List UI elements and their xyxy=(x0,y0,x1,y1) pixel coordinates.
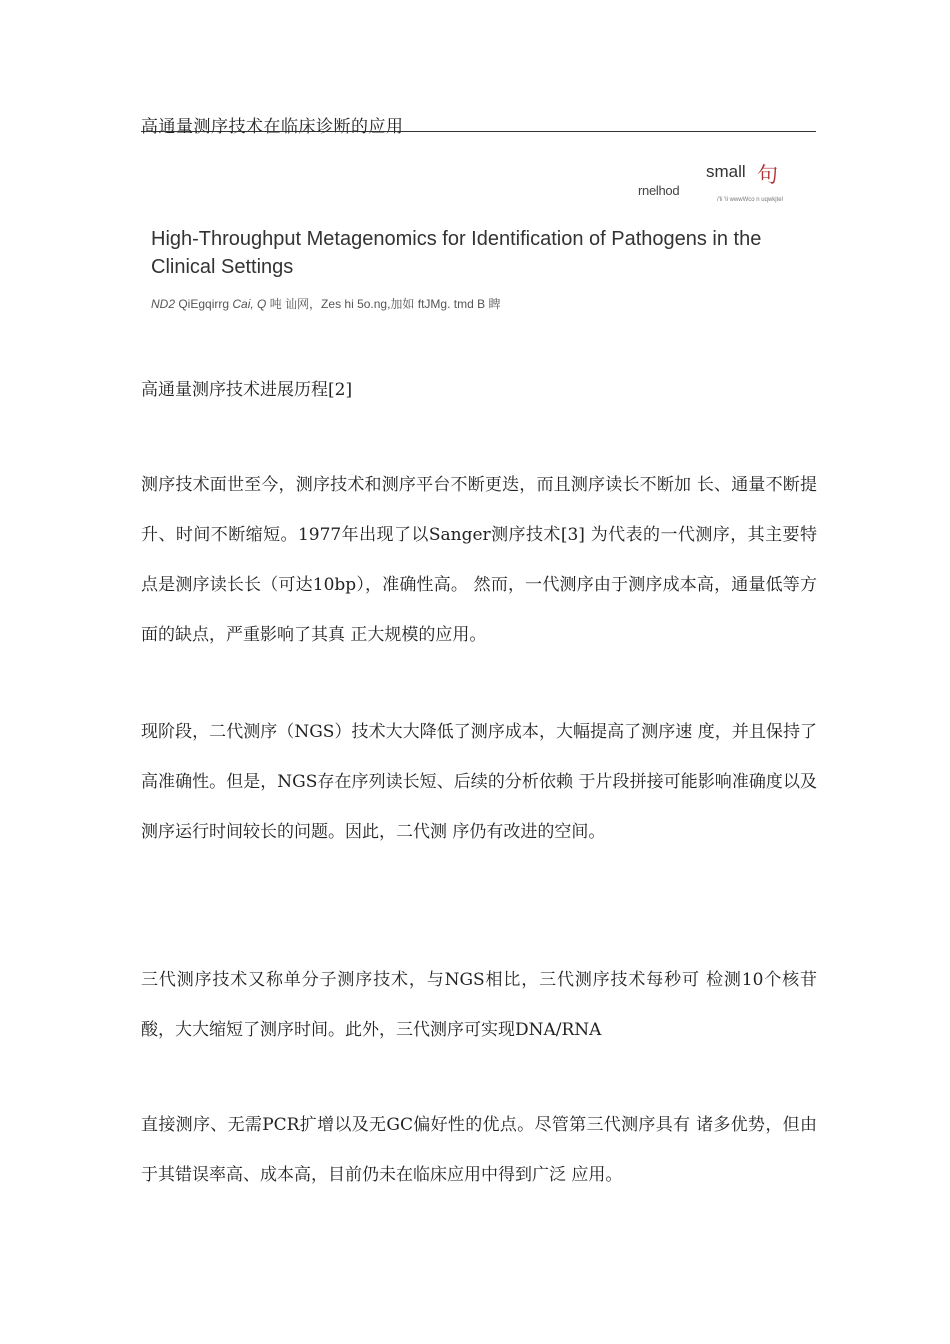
header-divider xyxy=(141,131,816,132)
section-heading: 高通量测序技术进展历程[2] xyxy=(141,380,353,400)
body-paragraph: 测序技术面世至今，测序技术和测序平台不断更迭，而且测序读长不断加 长、通量不断提升、时间不断缩短。1977年出现了以Sanger测序技术[3] 为代表的一代测序，其主要特点是测序读长长（可达10bp），准确性高。 然而，一代测序由于测序成本高，通量低等方面的缺点，严重影响了其真 正大规模的应用。 xyxy=(141,475,817,645)
author-fragment: QiEgqirrg xyxy=(175,297,233,311)
author-fragment: ND2 xyxy=(151,297,176,311)
body-paragraph: 三代测序技术又称单分子测序技术，与NGS相比，三代测序技术每秒可 检测10个核苷酸，大大缩短了测序时间。此外，三代测序可实现DNA/RNA xyxy=(141,970,817,1040)
journal-logo-glyph: 句 xyxy=(757,163,778,187)
paper-title: High-Throughput Metagenomics for Identification of Pathogens in the Clinical Settings xyxy=(151,228,762,278)
journal-logo-method: rnelhod xyxy=(638,183,680,198)
author-fragment: 吨 讪网，Zes hi 5o.ng,加如 ftJMg. tmd B 睥 xyxy=(266,297,501,311)
journal-logo-subtext: /'li 'li wwwWco n uqwkjtel xyxy=(717,197,783,203)
author-fragment: Cai, Q xyxy=(232,297,267,311)
running-header-title: 高通量测序技术在临床诊断的应用 xyxy=(141,117,404,137)
author-list xyxy=(151,295,500,312)
body-paragraph: 直接测序、无需PCR扩增以及无GC偏好性的优点。尽管第三代测序具有 诸多优势，但由于其错误率高、成本高，目前仍未在临床应用中得到广泛 应用。 xyxy=(141,1115,817,1185)
body-paragraph: 现阶段，二代测序（NGS）技术大大降低了测序成本，大幅提高了测序速 度，并且保持了高准确性。但是，NGS存在序列读长短、后续的分析依赖 于片段拼接可能影响准确度以及测序运行时间较长的问题。因此，二代测 序仍有改进的空间。 xyxy=(141,722,817,842)
journal-logo-text: small xyxy=(706,162,746,181)
